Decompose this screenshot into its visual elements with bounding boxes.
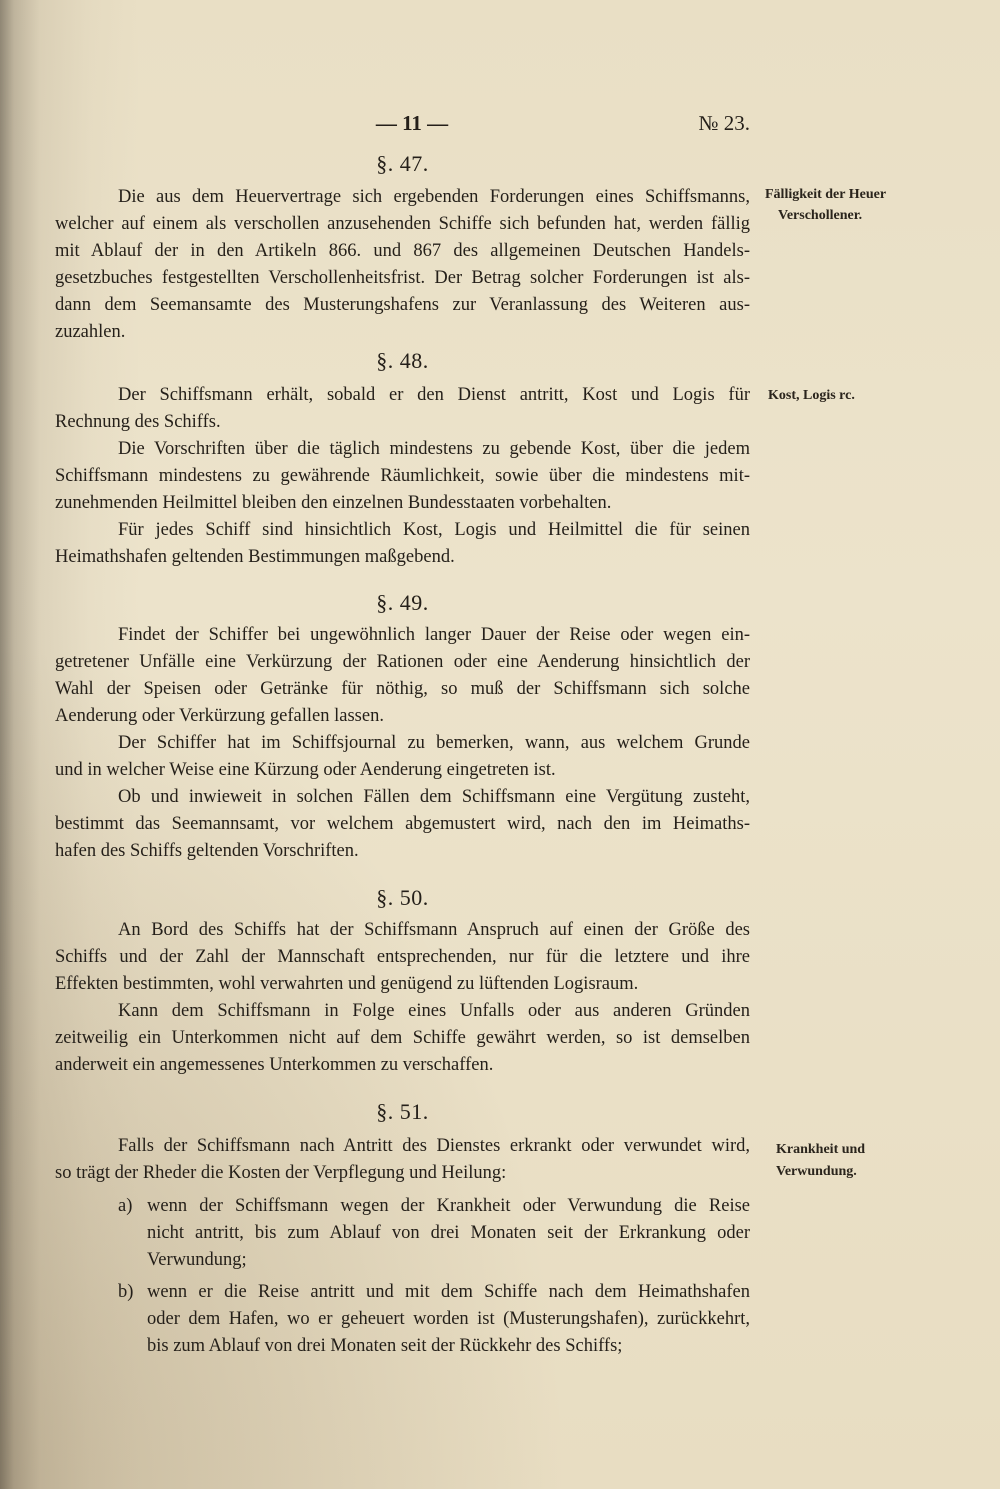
- list-item-label: b): [118, 1282, 134, 1302]
- text-line: An Bord des Schiffs hat der Schiffsmann Anspruch auf einen der Größe des: [118, 920, 750, 940]
- paragraph: [55, 1133, 750, 1187]
- section-body-49: [55, 622, 750, 865]
- text-line: so trägt der Rheder die Kosten der Verpflegung und Heilung:: [55, 1163, 507, 1183]
- paragraph: [55, 517, 750, 571]
- text-line: Aenderung oder Verkürzung gefallen lassen.: [55, 706, 384, 726]
- section-body-50: [55, 917, 750, 1079]
- text-line: Heimathshafen geltenden Bestimmungen maßgebend.: [55, 547, 455, 567]
- page-number: — 11 —: [375, 111, 449, 135]
- paragraph: [55, 622, 750, 730]
- paragraph: [55, 184, 750, 346]
- section-heading-47: §. 47.: [376, 151, 429, 176]
- text-line: und in welcher Weise eine Kürzung oder Aenderung eingetreten ist.: [55, 760, 556, 780]
- text-line: Effekten bestimmten, wohl verwahrten und genügend zu lüftenden Logisraum.: [55, 974, 639, 994]
- text-line: Schiffs und der Zahl der Mannschaft entsprechenden, nur für die letztere und ihre: [55, 947, 750, 967]
- text-line: Schiffsmann mindestens zu gewährende Räumlichkeit, sowie über die mindestens mit-: [55, 466, 750, 486]
- text-line: Wahl der Speisen oder Getränke für nöthig, so muß der Schiffsmann sich solche: [55, 679, 750, 699]
- text-line: zeitweilig ein Unterkommen nicht auf dem Schiffe gewährt werden, so ist demselben: [55, 1028, 750, 1048]
- paragraph: [55, 436, 750, 517]
- text-line: Für jedes Schiff sind hinsichtlich Kost, Logis und Heilmittel die für seinen: [118, 520, 750, 540]
- text-line: oder dem Hafen, wo er geheuert worden ist (Musterungshafen), zurückkehrt,: [147, 1309, 750, 1329]
- margin-note-line: Krankheit und: [776, 1142, 866, 1157]
- margin-note-47: [765, 184, 886, 226]
- text-line: Ob und inwieweit in solchen Fällen dem Schiffsmann eine Vergütung zusteht,: [118, 787, 750, 807]
- text-line: Rechnung des Schiffs.: [55, 412, 221, 432]
- section-body-48: [55, 382, 750, 571]
- text-line: Der Schiffer hat im Schiffsjournal zu bemerken, wann, aus welchem Grunde: [118, 733, 750, 753]
- text-line: wenn er die Reise antritt und mit dem Schiffe nach dem Heimathshafen: [147, 1282, 750, 1302]
- margin-note-line: Verschollener.: [778, 208, 863, 223]
- paragraph: [55, 917, 750, 998]
- text-line: Kann dem Schiffsmann in Folge eines Unfalls oder aus anderen Gründen: [118, 1001, 750, 1021]
- margin-note-51: [776, 1139, 865, 1183]
- list-item-b: [118, 1279, 750, 1360]
- text-line: Der Schiffsmann erhält, sobald er den Dienst antritt, Kost und Logis für: [118, 385, 750, 405]
- text-line: nicht antritt, bis zum Ablauf von drei Monaten seit der Erkrankung oder: [147, 1223, 750, 1243]
- text-line: wenn der Schiffsmann wegen der Krankheit oder Verwundung die Reise: [147, 1196, 750, 1216]
- paragraph: [55, 998, 750, 1079]
- text-line: hafen des Schiffs geltenden Vorschriften.: [55, 841, 359, 861]
- issue-number: № 23.: [698, 111, 750, 135]
- section-heading-49: §. 49.: [376, 590, 429, 615]
- text-line: gesetzbuches festgestellten Verschollenheitsfrist. Der Betrag solcher Forderungen ist als-: [55, 268, 750, 288]
- margin-note-line: Kost, Logis rc.: [768, 388, 855, 403]
- text-line: zunehmenden Heilmittel bleiben den einzelnen Bundesstaaten vorbehalten.: [55, 493, 612, 513]
- text-line: Die aus dem Heuervertrage sich ergebenden Forderungen eines Schiffsmanns,: [118, 187, 750, 207]
- text-line: dann dem Seemansamte des Musterungshafens zur Veranlassung des Weiteren aus-: [55, 295, 750, 315]
- paragraph: [55, 730, 750, 784]
- text-line: Die Vorschriften über die täglich mindestens zu gebende Kost, über die jedem: [118, 439, 750, 459]
- text-line: anderweit ein angemessenes Unterkommen zu verschaffen.: [55, 1055, 494, 1075]
- section-heading-48: §. 48.: [376, 348, 429, 373]
- text-line: bis zum Ablauf von drei Monaten seit der Rückkehr des Schiffs;: [147, 1336, 623, 1356]
- text-line: zuzahlen.: [55, 322, 126, 342]
- text-line: Verwundung;: [147, 1250, 247, 1270]
- margin-note-line: Fälligkeit der Heuer: [765, 187, 887, 202]
- list-item-label: a): [118, 1196, 133, 1216]
- text-line: mit Ablauf der in den Artikeln 866. und 867 des allgemeinen Deutschen Handels-: [55, 241, 750, 261]
- margin-note-48: [768, 385, 855, 406]
- section-body-51: [55, 1133, 750, 1187]
- section-heading-51: §. 51.: [376, 1099, 429, 1124]
- section-body-47: [55, 184, 750, 346]
- paragraph: [55, 784, 750, 865]
- text-line: getretener Unfälle eine Verkürzung der Rationen oder eine Aenderung hinsichtlich der: [55, 652, 750, 672]
- paragraph: [55, 382, 750, 436]
- list-item-a: [118, 1193, 750, 1274]
- text-line: Findet der Schiffer bei ungewöhnlich langer Dauer der Reise oder wegen ein-: [118, 625, 750, 645]
- margin-note-line: Verwundung.: [776, 1164, 857, 1179]
- text-line: Falls der Schiffsmann nach Antritt des Dienstes erkrankt oder verwundet wird,: [118, 1136, 750, 1156]
- section-heading-50: §. 50.: [376, 885, 429, 910]
- text-line: welcher auf einem als verschollen anzusehenden Schiffe sich befunden hat, werden fällig: [55, 214, 750, 234]
- text-line: bestimmt das Seemannsamt, vor welchem abgemustert wird, nach den im Heimaths-: [55, 814, 750, 834]
